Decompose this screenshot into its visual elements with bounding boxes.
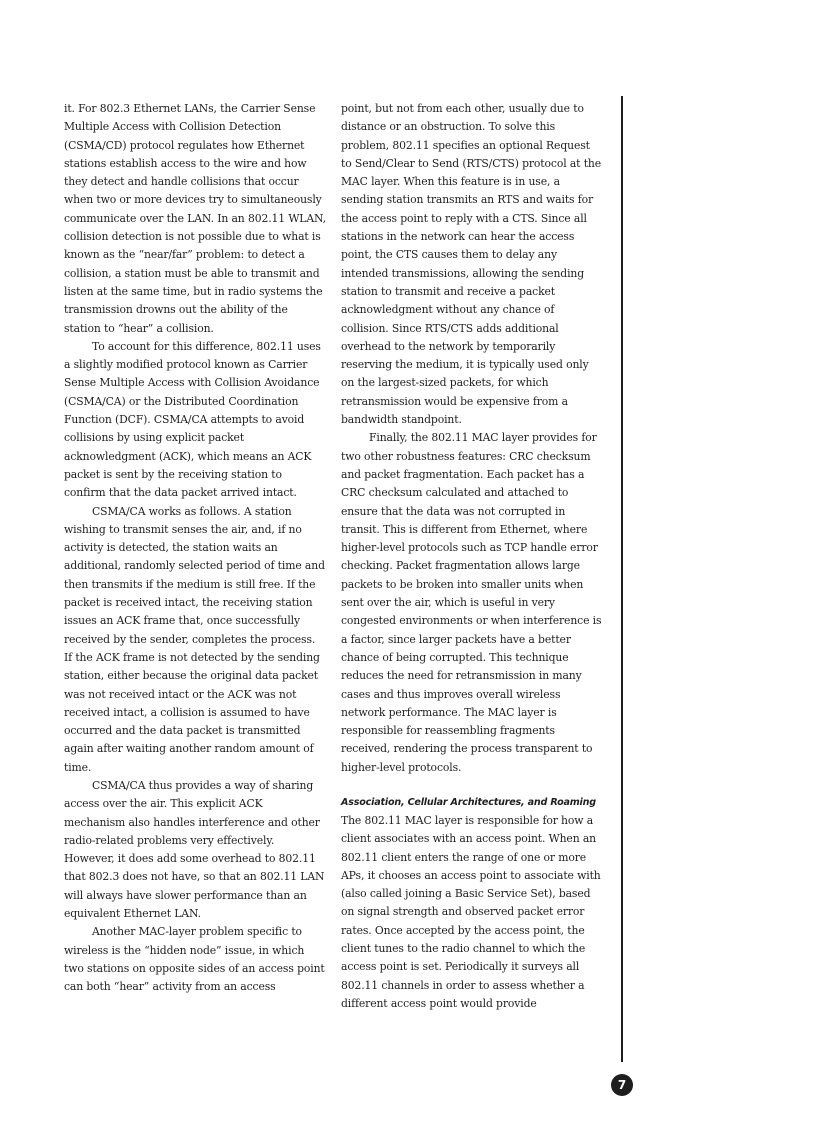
- body-paragraph: CSMA/CA works as follows. A station wishing to transmit senses the air, and, if no activity is detected, the station waits an additional, randomly selected period of time and then transmits if the medium is still free. If the packet is received intact, the receiving station issues an ACK frame that, once successfully received by the sender, completes the process. If the ACK frame is not detected by the sending station, either because the original data packet was not received intact or the ACK was not received intact, a collision is assumed to have occurred and the data packet is transmitted again after waiting another random amount of time.: [64, 504, 325, 774]
- page-number: 7: [611, 1074, 633, 1096]
- body-paragraph: point, but not from each other, usually due to distance or an obstruction. To solve this problem, 802.11 specifies an optional Request to Send/Clear to Send (RTS/CTS) protocol at the MAC layer. When this feature is in use, a sending station transmits an RTS and waits for the access point to reply with a CTS. Since all stations in the network can hear the access point, the CTS causes them to delay any intended transmissions, allowing the sending station to transmit and receive a packet acknowledgment without any chance of collision. Since RTS/CTS adds additional overhead to the network by temporarily reserving the medium, it is typically used only on the largest-sized packets, for which retransmission would be expensive from a bandwidth standpoint.: [341, 102, 602, 427]
- right-column: [341, 100, 603, 1013]
- body-paragraph: To account for this difference, 802.11 uses a slightly modified protocol known as Carrier Sense Multiple Access with Collision Avoidance (CSMA/CA) or the Distributed Coordination Function (DCF). CSMA/CA attempts to avoid collisions by using explicit packet acknowledgment (ACK), which means an ACK packet is sent by the receiving station to confirm that the data packet arrived intact.: [64, 339, 321, 500]
- margin-rule: [621, 96, 623, 1062]
- body-paragraph: Another MAC-layer problem specific to wireless is the “hidden node” issue, in which two stations on opposite sides of an access point can both “hear” activity from an access: [64, 925, 325, 994]
- body-paragraph: The 802.11 MAC layer is responsible for how a client associates with an access point. When an 802.11 client enters the range of one or more APs, it chooses an access point to associate with (also called joining a Basic Service Set), based on signal strength and observed packet error rates. Once accepted by the access point, the client tunes to the radio channel to which the access point is set. Periodically it surveys all 802.11 channels in order to assess whether a different access point would provide: [341, 813, 601, 1010]
- body-paragraph: it. For 802.3 Ethernet LANs, the Carrier Sense Multiple Access with Collision Detection (CSMA/CD) protocol regulates how Ethernet stations establish access to the wire and how they detect and handle collisions that occur when two or more devices try to simultaneously communicate over the LAN. In an 802.11 WLAN, collision detection is not possible due to what is known as the “near/far” problem: to detect a collision, a station must be able to transmit and listen at the same time, but in radio systems the transmission drowns out the ability of the station to “hear” a collision.: [64, 102, 326, 335]
- left-column: [64, 100, 326, 997]
- section-heading: Association, Cellular Architectures, and Roaming: [341, 796, 596, 808]
- body-paragraph: Finally, the 802.11 MAC layer provides for two other robustness features: CRC checksum and packet fragmentation. Each packet has a CRC checksum calculated and attached to ensure that the data was not corrupted in transit. This is different from Ethernet, where higher-level protocols such as TCP handle error checking. Packet fragmentation allows large packets to be broken into smaller units when sent over the air, which is useful in very congested environments or when interference is a factor, since larger packets have a better chance of being corrupted. This technique reduces the need for retransmission in many cases and thus improves overall wireless network performance. The MAC layer is responsible for reassembling fragments received, rendering the process transparent to higher-level protocols.: [341, 431, 602, 774]
- body-paragraph: CSMA/CA thus provides a way of sharing access over the air. This explicit ACK mechanism also handles interference and other radio-related problems very effectively. However, it does add some overhead to 802.11 that 802.3 does not have, so that an 802.11 LAN will always have slower performance than an equivalent Ethernet LAN.: [64, 778, 325, 921]
